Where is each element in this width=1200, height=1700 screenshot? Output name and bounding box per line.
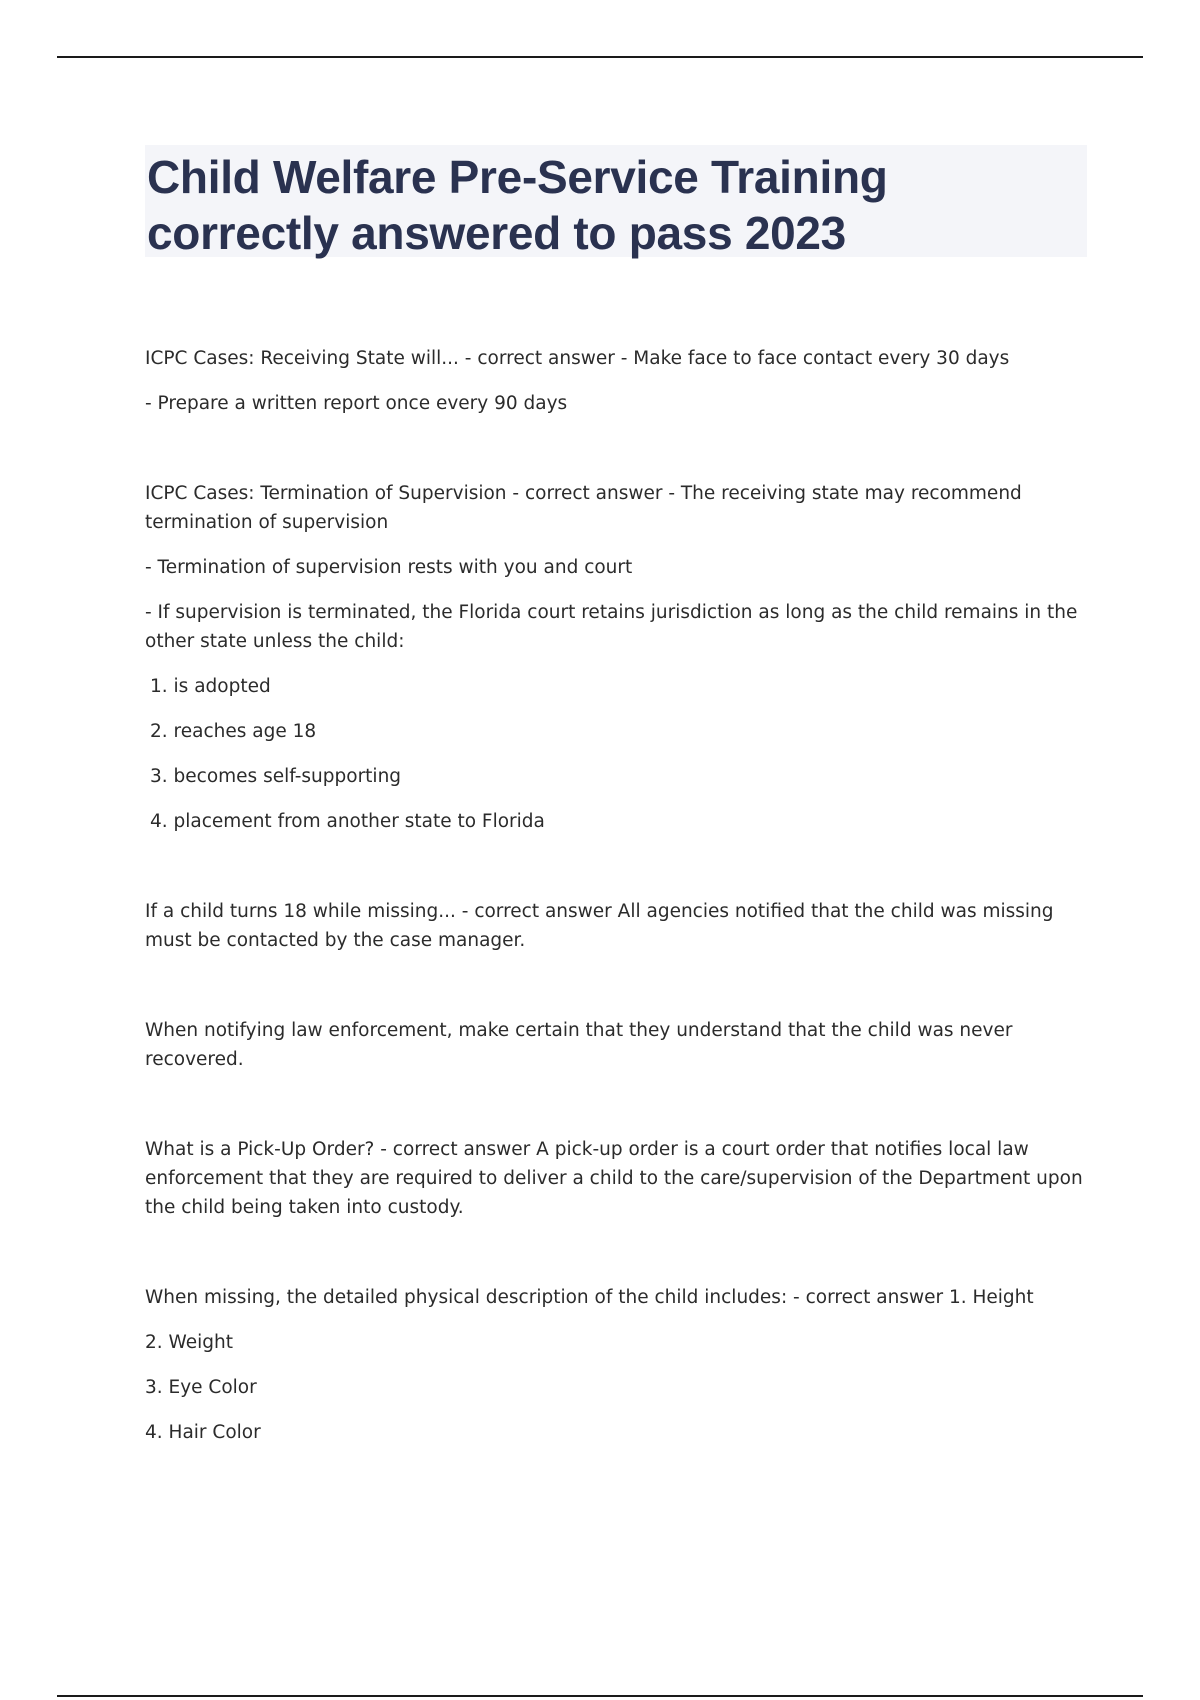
document-title: Child Welfare Pre-Service Training correctly answered to pass 2023	[147, 151, 888, 259]
list-item: 2. Weight	[145, 1332, 233, 1353]
title-banner	[145, 145, 1087, 257]
top-rule	[57, 56, 1143, 58]
qa-block	[145, 1016, 1095, 1074]
qa-question-line: What is a Pick-Up Order? - correct answer A pick-up order is a court order that notifies local law enforcement that they are required to deliver a child to the care/supervision of the Department upon the child being taken into custody.	[145, 1139, 1083, 1218]
list-item: 4. Hair Color	[145, 1422, 261, 1443]
qa-block	[145, 479, 1095, 836]
qa-question-line: ICPC Cases: Receiving State will... - correct answer - Make face to face contact every 30 days	[145, 348, 1010, 369]
qa-question-line: ICPC Cases: Termination of Supervision - correct answer - The receiving state may recommend termination of supervision	[145, 483, 1022, 533]
qa-question-line: If a child turns 18 while missing... - correct answer All agencies notified that the child was missing must be contacted by the case manager.	[145, 901, 1054, 951]
list-item: 2. reaches age 18	[150, 721, 317, 742]
qa-answer-line: - If supervision is terminated, the Florida court retains jurisdiction as long as the child remains in the other state unless the child:	[145, 602, 1078, 652]
qa-block	[145, 1283, 1095, 1447]
list-item: 1. is adopted	[150, 676, 271, 697]
qa-question-line: When missing, the detailed physical description of the child includes: - correct answer 1. Height	[145, 1287, 1034, 1308]
list-item: 3. becomes self-supporting	[150, 766, 402, 787]
qa-answer-line: - Termination of supervision rests with you and court	[145, 557, 633, 578]
qa-block	[145, 897, 1095, 955]
qa-block	[145, 1135, 1095, 1222]
bottom-rule	[57, 1695, 1143, 1697]
qa-block	[145, 344, 1095, 418]
list-item: 3. Eye Color	[145, 1377, 257, 1398]
document-body	[145, 344, 1095, 1447]
list-item: 4. placement from another state to Florida	[150, 811, 545, 832]
qa-answer-line: - Prepare a written report once every 90 days	[145, 393, 568, 414]
qa-answer-line: When notifying law enforcement, make certain that they understand that the child was never recovered.	[145, 1020, 1013, 1070]
